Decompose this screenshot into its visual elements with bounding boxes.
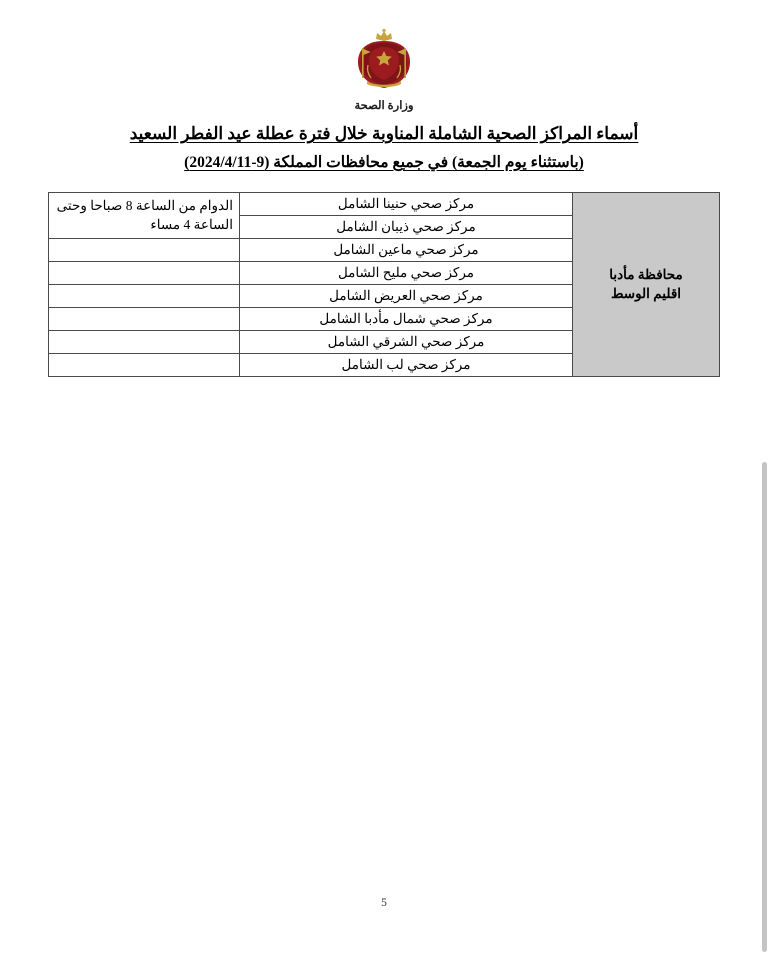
center-name: مركز صحي ماعين الشامل xyxy=(240,239,573,262)
hours-spacer xyxy=(49,331,240,354)
centers-table xyxy=(48,192,720,377)
working-hours-cell: الدوام من الساعة 8 صباحا وحتى الساعة 4 مساء xyxy=(49,193,240,239)
centers-table-container xyxy=(48,192,720,377)
page-title-line-2: (باستثناء يوم الجمعة) في جميع محافظات المملكة (9-2024/4/11) xyxy=(184,154,584,171)
ministry-label: وزارة الصحة xyxy=(354,100,414,112)
center-name: مركز صحي العريض الشامل xyxy=(240,285,573,308)
hours-spacer xyxy=(49,354,240,377)
center-name: مركز صحي مليح الشامل xyxy=(240,262,573,285)
center-name: مركز صحي الشرقي الشامل xyxy=(240,331,573,354)
hours-spacer xyxy=(49,285,240,308)
page-title-line-1: أسماء المراكز الصحية الشاملة المناوبة خلال فترة عطلة عيد الفطر السعيد xyxy=(129,124,639,143)
table-row xyxy=(49,193,720,216)
jordan-coat-of-arms-icon xyxy=(341,28,427,92)
hours-spacer xyxy=(49,262,240,285)
page-number: 5 xyxy=(381,897,387,909)
governorate-region: اقليم الوسط xyxy=(610,285,682,301)
emblem-container xyxy=(0,0,768,112)
governorate-name: محافظة مأدبا xyxy=(609,267,683,283)
hours-spacer xyxy=(49,239,240,262)
center-name: مركز صحي حنينا الشامل xyxy=(240,193,573,216)
center-name: مركز صحي لب الشامل xyxy=(240,354,573,377)
governorate-cell xyxy=(573,193,720,377)
center-name: مركز صحي ذيبان الشامل xyxy=(240,216,573,239)
center-name: مركز صحي شمال مأدبا الشامل xyxy=(240,308,573,331)
hours-spacer xyxy=(49,308,240,331)
vertical-scrollbar[interactable] xyxy=(762,462,767,952)
